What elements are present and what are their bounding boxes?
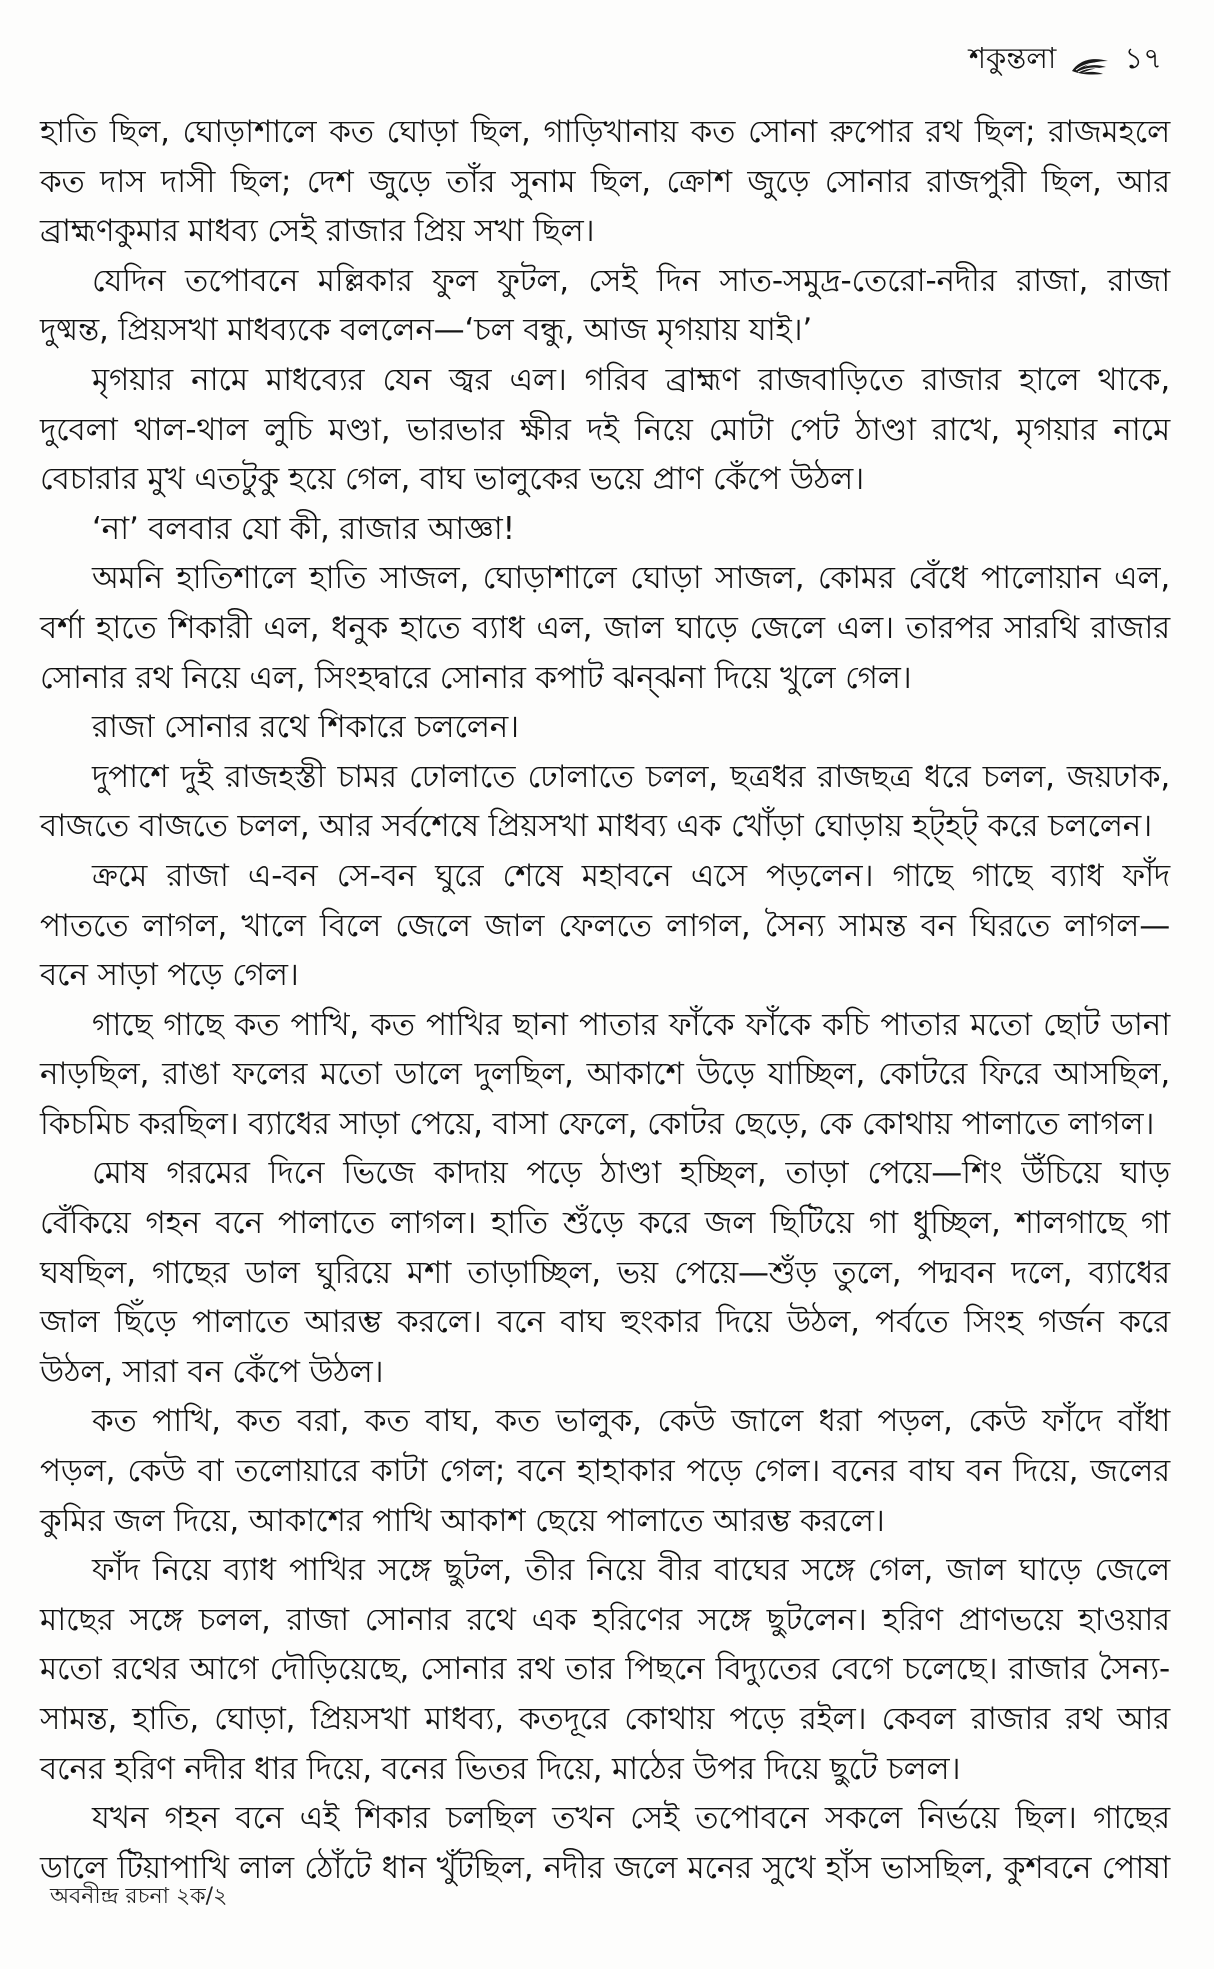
text-line: অমনি হাতিশালে হাতি সাজল, ঘোড়াশালে ঘোড়া সাজল, কোমর বেঁধে পালোয়ান এল, (92, 560, 1170, 597)
text-line: বাজতে বাজতে চলল, আর সর্বশেষে প্রিয়সখা মাধব্য এক খোঁড়া ঘোড়ায় হট্‌হট্‌ করে চললেন। (40, 808, 1152, 845)
text-line: কুমির জল দিয়ে, আকাশের পাখি আকাশ ছেয়ে পালাতে আরম্ভ করলে। (40, 1502, 885, 1539)
page-footer-signature: অবনীন্দ্র রচনা ২ক/২ (50, 1884, 228, 1909)
text-line: দুবেলা থাল-থাল লুচি মণ্ডা, ভারভার ক্ষীর দই নিয়ে মোটা পেট ঠাণ্ডা রাখে, মৃগয়ার নামে (40, 411, 1170, 448)
text-line: মোষ গরমের দিনে ভিজে কাদায় পড়ে ঠাণ্ডা হচ্ছিল, তাড়া পেয়ে—শিং উঁচিয়ে ঘাড় (92, 1155, 1170, 1192)
text-line: সোনার রথ নিয়ে এল, সিংহদ্বারে সোনার কপাট ঝন্‌ঝনা দিয়ে খুলে গেল। (40, 659, 912, 696)
text-line: ব্রাহ্মণকুমার মাধব্য সেই রাজার প্রিয় সখা ছিল। (40, 213, 595, 250)
page-number: ১৭ (1124, 41, 1162, 75)
paragraph (40, 108, 1170, 257)
leaf-flourish-icon (1070, 47, 1110, 69)
paragraph (40, 1001, 1170, 1150)
paragraph (40, 703, 1170, 753)
text-line: দুপাশে দুই রাজহস্তী চামর ঢোলাতে ঢোলাতে চলল, ছত্রধর রাজছত্র ধরে চলল, জয়ঢাক, (92, 758, 1170, 795)
paragraph (40, 1397, 1170, 1546)
text-line: ঘষছিল, গাছের ডাল ঘুরিয়ে মশা তাড়াচ্ছিল, ভয় পেয়ে—শুঁড় তুলে, পদ্মবন দলে, ব্যাধের (40, 1254, 1170, 1291)
text-line: হাতি ছিল, ঘোড়াশালে কত ঘোড়া ছিল, গাড়িখানায় কত সোনা রুপোর রথ ছিল; রাজমহলে (40, 114, 1170, 150)
text-line: বেঁকিয়ে গহন বনে পালাতে লাগল। হাতি শুঁড়ে করে জল ছিটিয়ে গা ধুচ্ছিল, শালগাছে গা (40, 1205, 1170, 1242)
text-line: মাছের সঙ্গে চলল, রাজা সোনার রথে এক হরিণের সঙ্গে ছুটলেন। হরিণ প্রাণভয়ে হাওয়ার (40, 1601, 1170, 1638)
text-line: বনে সাড়া পড়ে গেল। (40, 957, 299, 994)
text-line: রাজা সোনার রথে শিকারে চললেন। (92, 709, 519, 746)
paragraph (40, 554, 1170, 703)
paragraph (40, 257, 1170, 356)
paragraph (40, 852, 1170, 1001)
running-head (969, 38, 1162, 78)
text-line: মৃগয়ার নামে মাধব্যের যেন জ্বর এল। গরিব ব্রাহ্মণ রাজবাড়িতে রাজার হালে থাকে, (92, 361, 1170, 398)
text-line: মতো রথের আগে দৌড়িয়েছে, সোনার রথ তার পিছনে বিদ্যুতের বেগে চলেছে। রাজার সৈন্য- (40, 1651, 1170, 1688)
text-line: কত পাখি, কত বরা, কত বাঘ, কত ভালুক, কেউ জালে ধরা পড়ল, কেউ ফাঁদে বাঁধা (92, 1403, 1170, 1440)
paragraph (40, 356, 1170, 505)
text-line: জাল ছিঁড়ে পালাতে আরম্ভ করলে। বনে বাঘ হুংকার দিয়ে উঠল, পর্বতে সিংহ গর্জন করে (40, 1304, 1170, 1341)
text-line: বেচারার মুখ এতটুকু হয়ে গেল, বাঘ ভালুকের ভয়ে প্রাণ কেঁপে উঠল। (40, 461, 864, 498)
text-line: কত দাস দাসী ছিল; দেশ জুড়ে তাঁর সুনাম ছিল, ক্রোশ জুড়ে সোনার রাজপুরী ছিল, আর (40, 163, 1170, 200)
body-text (40, 108, 1170, 1893)
text-line: ডালে টিয়াপাখি লাল ঠোঁটে ধান খুঁটছিল, নদীর জলে মনের সুখে হাঁস ভাসছিল, কুশবনে পোষা (40, 1849, 1170, 1886)
paragraph (40, 505, 1170, 555)
text-line: ক্রমে রাজা এ-বন সে-বন ঘুরে শেষে মহাবনে এসে পড়লেন। গাছে গাছে ব্যাধ ফাঁদ (92, 857, 1170, 894)
paragraph (40, 1546, 1170, 1794)
text-line: নাড়ছিল, রাঙা ফলের মতো ডালে দুলছিল, আকাশে উড়ে যাচ্ছিল, কোটরে ফিরে আসছিল, (40, 1056, 1170, 1093)
text-line: ফাঁদ নিয়ে ব্যাধ পাখির সঙ্গে ছুটল, তীর নিয়ে বীর বাঘের সঙ্গে গেল, জাল ঘাড়ে জেলে (92, 1552, 1170, 1589)
text-line: উঠল, সারা বন কেঁপে উঠল। (40, 1353, 384, 1390)
text-line: কিচমিচ করছিল। ব্যাধের সাড়া পেয়ে, বাসা ফেলে, কোটর ছেড়ে, কে কোথায় পালাতে লাগল। (40, 1105, 1155, 1142)
paragraph (40, 1794, 1170, 1893)
chapter-title: শকুন্তলা (968, 41, 1057, 75)
text-line: বনের হরিণ নদীর ধার দিয়ে, বনের ভিতর দিয়ে, মাঠের উপর দিয়ে ছুটে চলল। (40, 1750, 961, 1787)
text-line: ‘না’ বলবার যো কী, রাজার আজ্ঞা! (92, 510, 515, 547)
text-line: সামন্ত, হাতি, ঘোড়া, প্রিয়সখা মাধব্য, কতদূরে কোথায় পড়ে রইল। কেবল রাজার রথ আর (40, 1701, 1170, 1737)
text-line: পাততে লাগল, খালে বিলে জেলে জাল ফেলতে লাগল, সৈন্য সামন্ত বন ঘিরতে লাগল— (40, 907, 1170, 944)
paragraph (40, 753, 1170, 852)
text-line: যেদিন তপোবনে মল্লিকার ফুল ফুটল, সেই দিন সাত-সমুদ্র-তেরো-নদীর রাজা, রাজা (92, 262, 1170, 299)
text-line: দুষ্মন্ত, প্রিয়সখা মাধব্যকে বললেন—‘চল বন্ধু, আজ মৃগয়ায় যাই।’ (40, 312, 813, 349)
text-line: গাছে গাছে কত পাখি, কত পাখির ছানা পাতার ফাঁকে ফাঁকে কচি পাতার মতো ছোট ডানা (92, 1006, 1170, 1043)
paragraph (40, 1149, 1170, 1397)
text-line: যখন গহন বনে এই শিকার চলছিল তখন সেই তপোবনে সকলে নির্ভয়ে ছিল। গাছের (92, 1800, 1170, 1837)
text-line: বর্শা হাতে শিকারী এল, ধনুক হাতে ব্যাধ এল, জাল ঘাড়ে জেলে এল। তারপর সারথি রাজার (40, 609, 1170, 646)
text-line: পড়ল, কেউ বা তলোয়ারে কাটা গেল; বনে হাহাকার পড়ে গেল। বনের বাঘ বন দিয়ে, জলের (40, 1453, 1170, 1490)
